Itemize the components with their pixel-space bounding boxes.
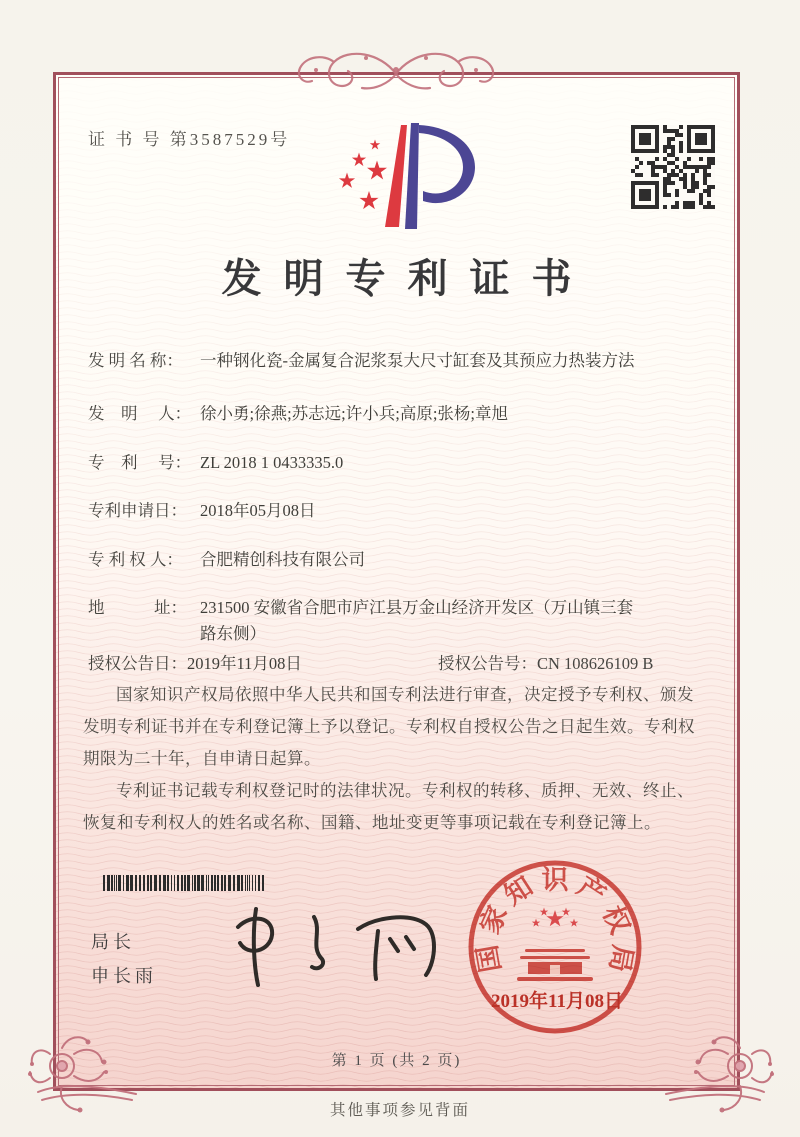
seal-char: 国 [471,942,507,975]
grant-date-value: 2019年11月08日 [187,654,302,673]
barcode-bar [177,875,179,891]
back-note: 其他事项参见背面 [329,1102,470,1119]
field-value: 一种钢化瓷-金属复合泥浆泵大尺寸缸套及其预应力热装方法 [200,351,635,370]
barcode-bar [111,875,113,891]
certificate-number: 证 书 号 第3587529号 [88,130,291,149]
barcode-bar [116,875,117,891]
grant-number-value: CN 108626109 B [537,654,654,673]
field-value: 合肥精创科技有限公司 [200,550,365,569]
seal-emblem [517,908,593,982]
field-row-patentee [88,547,707,573]
grant-number-pair [438,651,653,677]
barcode-bar [154,875,157,891]
barcode-bar [135,875,137,891]
barcode-bar [163,875,166,891]
field-value: ZL 2018 1 0433335.0 [200,453,344,472]
barcode-bar [159,875,161,891]
barcode-bar [114,875,115,891]
field-row-address [88,595,707,647]
barcode-bar [184,875,186,891]
field-row-invention-name [88,348,707,374]
director-name: 申长雨 [91,966,157,986]
legal-text [83,679,703,839]
director-title: 局长 [91,932,135,952]
barcode-bar [192,875,193,891]
barcode-bar [107,875,110,891]
field-value: 徐小勇;徐燕;苏志远;许小兵;高原;张杨;章旭 [200,404,509,423]
grant-date-label: 授权公告日： [88,654,187,673]
barcode-bar [214,875,216,891]
barcode-bar [211,875,213,891]
barcode-bar [147,875,149,891]
director-signature [218,887,448,997]
field-row-inventors [88,401,707,427]
barcode-bar [130,875,133,891]
director-block [91,925,157,993]
seal-date: 2019年11月08日 [491,991,623,1012]
barcode-bar [197,875,200,891]
barcode-bar [123,875,124,891]
page-number: 第 1 页 (共 2 页) [331,1053,462,1069]
field-label: 专 利 权 人： [88,550,183,569]
barcode-bar [171,875,172,891]
qr-code [631,125,715,209]
legal-paragraph-2: 专利证书记载专利权登记时的法律状况。专利权的转移、质押、无效、终止、恢复和专利权人的姓名或名称、国籍、地址变更等事项记载在专利登记簿上。 [83,781,694,832]
seal-char: 家 [474,901,513,939]
field-value: 2018年05月08日 [200,501,316,520]
certificate-content [56,75,737,1088]
field-label: 专利申请日： [88,501,187,520]
barcode-bar [208,875,209,891]
cnipa-patent-logo-icon [333,115,483,233]
grant-number-label: 授权公告号： [438,654,537,673]
legal-paragraph-1: 国家知识产权局依照中华人民共和国专利法进行审查，决定授予专利权、颁发发明专利证书并在专利登记簿上予以登记。专利权自授权公告之日起生效。专利权期限为二十年，自申请日起算。 [83,685,695,768]
field-label: 发 明 人： [88,404,192,423]
seal-char: 产 [571,870,611,911]
field-row-filing-date [88,498,707,524]
top-flourish-ornament [276,40,516,100]
barcode-bar [194,875,196,891]
field-label: 发 明 名 称： [88,351,183,370]
seal-char: 知 [499,870,539,911]
barcode-bar [150,875,152,891]
field-label: 地 址： [88,598,187,617]
certificate-frame [53,72,740,1091]
seal-char: 局 [603,942,639,975]
official-seal [465,857,645,1037]
barcode-bar [118,875,121,891]
field-row-grant [88,651,707,677]
certificate-title: 发明专利证书 [221,256,594,301]
barcode-bar [143,875,145,891]
barcode-bar [206,875,207,891]
barcode-bar [126,875,129,891]
seal-char: 识 [541,865,569,895]
barcode-bar [187,875,190,891]
barcode-bar [174,875,175,891]
barcode-bar [201,875,204,891]
seal-char: 权 [597,901,636,939]
barcode-bar [181,875,183,891]
field-row-patent-number [88,450,707,476]
barcode-bar [103,875,105,891]
barcode-bar [139,875,141,891]
field-value: 231500 安徽省合肥市庐江县万金山经济开发区（万山镇三套路东侧） [200,598,634,643]
field-label: 专 利 号： [88,453,192,472]
barcode-bar [167,875,169,891]
